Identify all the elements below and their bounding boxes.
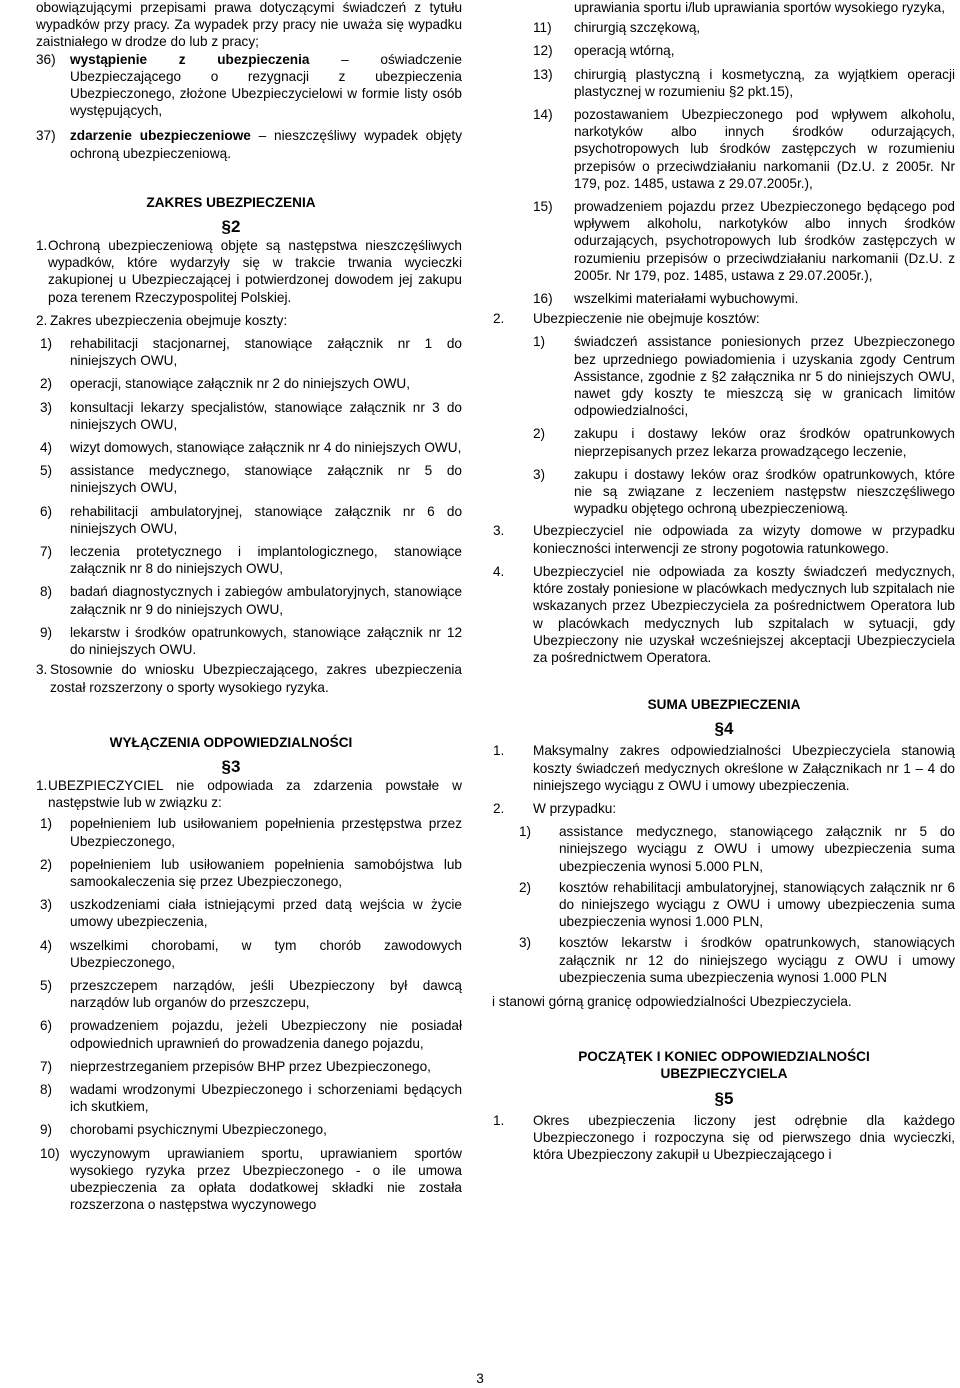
- not-covered-list: [533, 333, 955, 517]
- list-item: 11) chirurgią szczękową,: [533, 20, 701, 36]
- list-item: 3) konsultacji lekarzy specjalistów, stanowiące załącznik nr 3 do niniejszych OWU,: [40, 399, 462, 432]
- list-item: 1) popełnieniem lub usiłowaniem popełnienia przestępstwa przez Ubezpieczonego,: [40, 816, 462, 849]
- paragraph-1: 1. Maksymalny zakres odpowiedzialności Ubezpieczyciela stanowią koszty świadczeń medycznych określone w Załącznikach nr 1 – 4 do niniejszego wyciągu z OWU i umowy ubezpieczenia.: [493, 743, 955, 793]
- def-term: zdarzenie ubezpieczeniowe: [70, 128, 251, 144]
- paragraph-3: 3. Ubezpieczyciel nie odpowiada za wizyty domowe w przypadku konieczności interwencji ze strony pogotowia ratunkowego.: [493, 523, 955, 556]
- list-item: 2) zakupu i dostawy leków oraz środków opatrunkowych nieprzepisanych przez lekarza prowadzącego leczenie,: [533, 426, 955, 459]
- paragraph-1: 1. Okres ubezpieczenia liczony jest odrębnie dla każdego Ubezpieczonego i rozpoczyna się od pierwszego dnia wycieczki, która Ubezpieczony zakupił u Ubezpieczającego i: [493, 1112, 955, 1162]
- def-num: 37): [36, 128, 56, 144]
- list-item: 1) rehabilitacji stacjonarnej, stanowiące załącznik nr 1 do niniejszych OWU,: [40, 336, 462, 369]
- coverage-list: [40, 335, 462, 658]
- list-item: 5) przeszczepem narządów, jeśli Ubezpieczony był dawcą narządów lub organów do przeszczepu,: [40, 977, 462, 1011]
- exclusion-list: [40, 815, 462, 1213]
- list-item: 12) operacją wtórną,: [533, 43, 675, 59]
- list-item: 2) popełnieniem lub usiłowaniem popełnienia samobójstwa lub samookaleczenia się przez Ubezpieczonego,: [40, 856, 462, 889]
- def-text: – oświadczenie Ubezpieczającego o rezygnacji z ubezpieczenia Ubezpieczonego, złożone Ubezpieczycielowi w formie listy osób występujących,: [70, 51, 462, 119]
- list-item: 6) prowadzeniem pojazdu, jeżeli Ubezpieczony nie posiadał odpowiednich uprawnień do prowadzenia danego pojazdu,: [40, 1018, 462, 1051]
- list-item: 2) kosztów rehabilitacji ambulatoryjnej, stanowiących załącznik nr 6 do niniejszego wyciągu z OWU i umowy ubezpieczenia suma ubezpieczenia wynosi 1.000 PLN,: [519, 879, 955, 930]
- section-heading: SUMA UBEZPIECZENIA: [647, 697, 801, 713]
- paragraph-2: 2. Zakres ubezpieczenia obejmuje koszty:: [36, 312, 288, 328]
- list-item: 4) wizyt domowych, stanowiące załącznik nr 4 do niniejszych OWU,: [40, 440, 462, 456]
- list-item: 13) chirurgią plastyczną i kosmetyczną, za wyjątkiem operacji plastycznej w rozumieniu §2 pkt.15),: [533, 66, 955, 99]
- list-item: 8) badań diagnostycznych i zabiegów ambulatoryjnych, stanowiące załącznik nr 9 do niniejszych OWU,: [40, 584, 462, 617]
- paragraph-2: 2. W przypadku:: [493, 800, 617, 816]
- def-num: 36): [36, 51, 56, 67]
- section-heading-line-2: UBEZPIECZYCIELA: [660, 1066, 788, 1082]
- paragraph-4: 4. Ubezpieczyciel nie odpowiada za koszty świadczeń medycznych, które zostały poniesione w placówkach medycznych lub szpitalach nie wskazanych przez Ubezpieczyciela za pośrednictwem Operatora lub w placówkach medycznych lub szpitalach w sytuacji, gdy Ubezpieczony nie uzyskał wcześniejszej akceptacji Ubezpieczyciela za pośrednictwem Operatora.: [493, 563, 955, 665]
- continued-text: uprawiania sportu i/lub uprawiania sportów wysokiego ryzyka,: [574, 0, 945, 15]
- section-sign: §4: [714, 719, 734, 739]
- paragraph-1: 1. UBEZPIECZYCIEL nie odpowiada za zdarzenia powstałe w następstwie lub w związku z:: [36, 777, 462, 811]
- list-item: 5) assistance medycznego, stanowiące załącznik nr 5 do niniejszych OWU,: [40, 463, 462, 496]
- list-item: 7) leczenia protetycznego i implantologicznego, stanowiące załącznik nr 8 do niniejszych OWU,: [40, 544, 462, 577]
- list-item: 9) chorobami psychicznymi Ubezpieczonego,: [40, 1122, 327, 1138]
- section-heading: WYŁĄCZENIA ODPOWIEDZIALNOŚCI: [109, 734, 353, 750]
- def-term: wystąpienie z ubezpieczenia: [70, 51, 310, 67]
- paragraph-3: 3. Stosownie do wniosku Ubezpieczającego, zakres ubezpieczenia został rozszerzony o sporty wysokiego ryzyka.: [36, 662, 462, 695]
- section-heading: POCZĄTEK I KONIEC ODPOWIEDZIALNOŚCI: [578, 1049, 870, 1065]
- list-item: 3) zakupu i dostawy leków oraz środków opatrunkowych, które nie są związane z leczeniem następstw nieszczęśliwego wypadku objętego ochroną ubezpieczeniową.: [533, 466, 955, 517]
- list-item: 4) wszelkimi chorobami, w tym chorób zawodowych Ubezpieczonego,: [40, 937, 462, 970]
- section-sign: §5: [714, 1088, 734, 1108]
- paragraph-2: 2. Ubezpieczenie nie obejmuje kosztów:: [493, 311, 760, 327]
- list-item: 8) wadami wrodzonymi Ubezpieczonego i schorzeniami będących ich skutkiem,: [40, 1081, 462, 1115]
- sum-tail-text: i stanowi górną granicę odpowiedzialności Ubezpieczyciela.: [492, 993, 852, 1009]
- page-number: 3: [476, 1371, 484, 1386]
- intro-paragraph: obowiązującymi przepisami prawa dotyczącymi świadczeń z tytułu wypadków przy pracy. Za wypadek przy pracy nie uważa się wypadku zaistniałego w drodze do lub z pracy;: [36, 0, 462, 50]
- list-item: 15) prowadzeniem pojazdu przez Ubezpieczonego będącego pod wpływem alkoholu, narkotyków albo innych środków odurzających, psychotropowych lub środków zastępczych w rozumieniu przepisów o przeciwdziałaniu narkomanii (Dz.U. z 2005r. Nr 179, poz. 1485, ustawa z 29.07.2005r.),: [533, 199, 955, 283]
- paragraph-1: 1. Ochroną ubezpieczeniową objęte są następstwa nieszczęśliwych wypadków, które wydarzyły się w trakcie trwania wycieczki zakupionej u Ubezpieczającej i potwierdzonej dowodem jej zakupu poza terenem Rzeczypospolitej Polskiej.: [36, 238, 462, 305]
- list-item: 10) wyczynowym uprawianiem sportu, uprawianiem sportów wysokiego ryzyka przez Ubezpieczonego - o ile umowa ubezpieczenia za opłata dodatkowej składki nie została rozszerzona o następstwa wyczynowego: [40, 1145, 462, 1213]
- list-item: 3) kosztów lekarstw i środków opatrunkowych, stanowiących załącznik nr 12 do niniejszego wyciągu z OWU i umowy ubezpieczenia suma ubezpieczenia wynosi 1.000 PLN: [519, 935, 955, 985]
- definition-36: [36, 51, 462, 120]
- list-item: 1) assistance medycznego, stanowiącego załącznik nr 5 do niniejszego wyciągu z OWU i umowy ubezpieczenia suma ubezpieczenia wynosi 5.000 PLN,: [519, 824, 955, 874]
- list-item: 3) uszkodzeniami ciała istniejącymi przed datą wejścia w życie umowy ubezpieczenia,: [40, 897, 462, 930]
- left-column: [36, 0, 462, 1213]
- list-item: 9) lekarstw i środków opatrunkowych, stanowiące załącznik nr 12 do niniejszych OWU.: [40, 624, 462, 658]
- list-item: 1) świadczeń assistance poniesionych przez Ubezpieczonego bez uprzedniego powiadomienia i uzyskania zgody Centrum Assistance, zgodnie z §2 załącznika nr 5 do niniejszych OWU, nawet gdy koszty te mieszczą się w granicach limitów odpowiedzialności,: [533, 334, 955, 419]
- definition-37: [36, 127, 462, 161]
- exclusion-list-continued: [533, 19, 955, 307]
- list-item: 14) pozostawaniem Ubezpieczonego pod wpływem alkoholu, narkotyków albo innych środków odurzających, psychotropowych lub środków zastępczych w rozumieniu przepisów o przeciwdziałaniu narkomanii (Dz.U. z 2005r. Nr 179, poz. 1485, ustawa z 29.07.2005r.),: [533, 107, 955, 191]
- sum-insured-list: [519, 823, 955, 986]
- list-item: 7) nieprzestrzeganiem przepisów BHP przez Ubezpieczonego,: [40, 1058, 431, 1074]
- right-column: [493, 0, 955, 1163]
- list-item: 16) wszelkimi materiałami wybuchowymi.: [533, 291, 799, 307]
- def-text: – nieszczęśliwy wypadek objęty ochroną ubezpieczeniową.: [70, 128, 462, 161]
- list-item: 2) operacji, stanowiące załącznik nr 2 do niniejszych OWU,: [40, 376, 410, 392]
- section-heading: ZAKRES UBEZPIECZENIA: [146, 194, 316, 210]
- list-item: 6) rehabilitacji ambulatoryjnej, stanowiące załącznik nr 6 do niniejszych OWU,: [40, 503, 462, 536]
- section-sign: §2: [221, 217, 241, 237]
- section-sign: §3: [221, 756, 241, 776]
